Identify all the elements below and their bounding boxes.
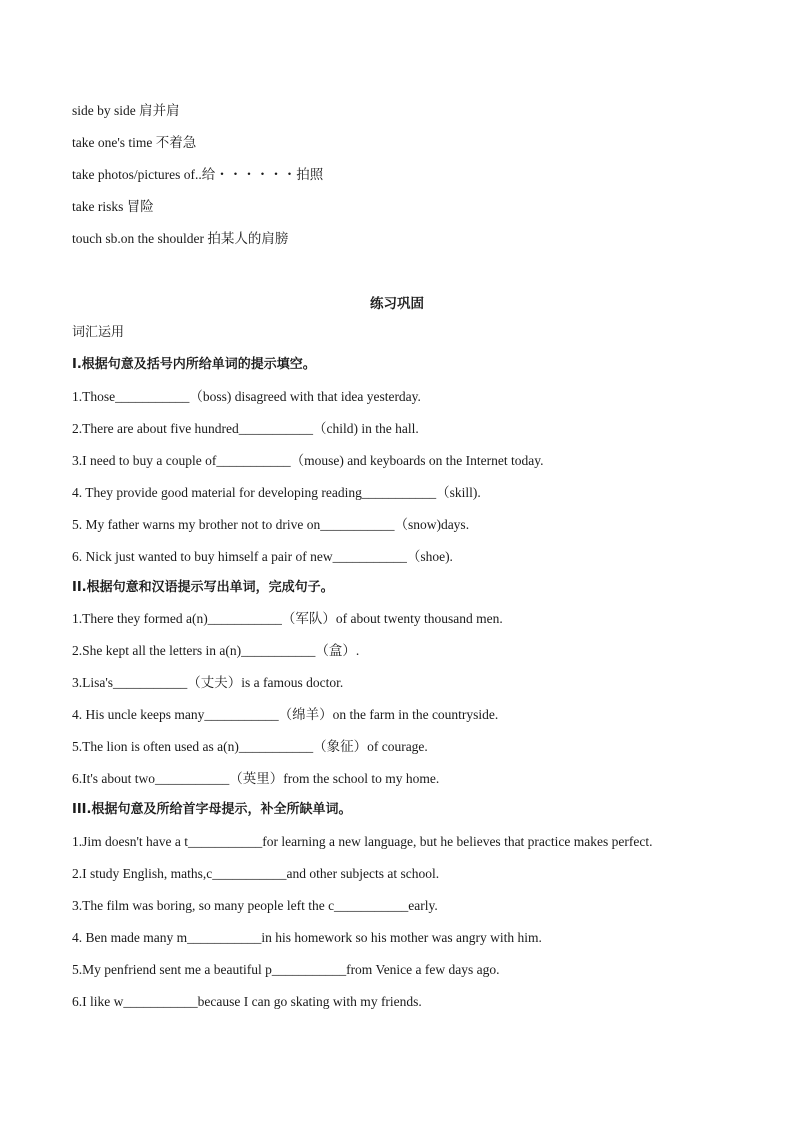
exercise-item: 2.She kept all the letters in a(n)___________（盒）. [72,643,360,658]
exercise-item: 1.Those___________（boss) disagreed with that idea yesterday. [72,389,421,404]
exercise-item: 5.My penfriend sent me a beautiful p___________from Venice a few days ago. [72,962,500,977]
exercise-item: 6. Nick just wanted to buy himself a pair of new___________（shoe). [72,549,453,564]
exercise-item: 5.The lion is often used as a(n)___________（象征）of courage. [72,739,428,754]
part3-heading: III.根据句意及所给首字母提示，补全所缺单词。 [72,802,352,817]
part1-heading: I.根据句意及括号内所给单词的提示填空。 [72,357,316,372]
exercise-item: 4. His uncle keeps many___________（绵羊）on the farm in the countryside. [72,707,499,722]
exercise-item: 6.I like w___________because I can go skating with my friends. [72,994,422,1009]
phrase-line: take one's time 不着急 [72,135,197,150]
phrase-line: side by side 肩并肩 [72,103,180,118]
exercise-item: 2.I study English, maths,c___________and other subjects at school. [72,866,440,881]
exercise-item: 3.I need to buy a couple of___________（mouse) and keyboards on the Internet today. [72,453,544,468]
exercise-item: 1.There they formed a(n)___________（军队）of about twenty thousand men. [72,611,503,626]
exercise-item: 4. They provide good material for developing reading___________（skill). [72,485,481,500]
phrase-line: take photos/pictures of..给・・・・・・拍照 [72,167,324,182]
phrase-line: touch sb.on the shoulder 拍某人的肩膀 [72,231,289,246]
part2-heading: II.根据句意和汉语提示写出单词，完成句子。 [72,580,334,595]
exercise-item: 2.There are about five hundred___________（child) in the hall. [72,421,419,436]
exercise-item: 5. My father warns my brother not to drive on___________（snow)days. [72,517,470,532]
exercise-item: 4. Ben made many m___________in his homework so his mother was angry with him. [72,930,542,945]
phrase-line: take risks 冒险 [72,199,154,214]
subsection-heading: 词汇运用 [72,325,125,340]
exercise-item: 6.It's about two___________（英里）from the school to my home. [72,771,440,786]
section-title: 练习巩固 [370,296,424,312]
exercise-item: 3.The film was boring, so many people left the c___________early. [72,898,438,913]
exercise-item: 3.Lisa's___________（丈夫）is a famous doctor. [72,675,344,690]
exercise-item: 1.Jim doesn't have a t___________for learning a new language, but he believes that practice makes perfect. [72,834,653,849]
